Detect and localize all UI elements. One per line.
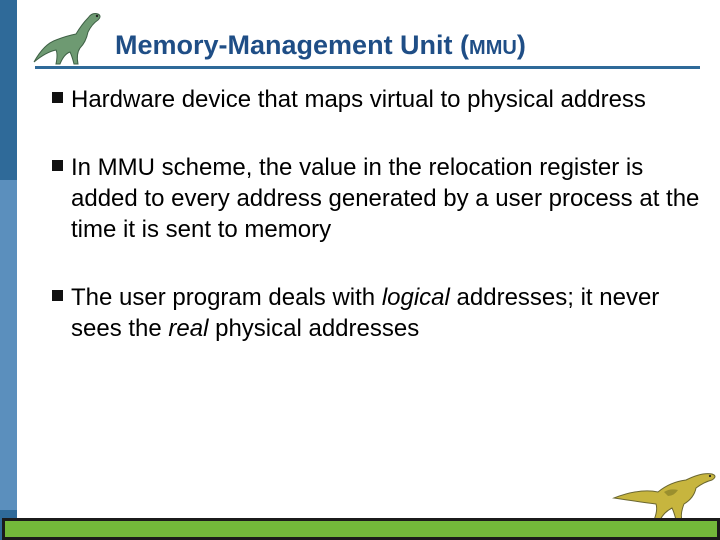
bullet-text <box>71 154 699 243</box>
bullet-list <box>52 84 702 344</box>
bullet-text <box>71 86 646 113</box>
bullet-item <box>52 84 702 115</box>
bullet-text-segment: The user program deals with <box>71 284 382 311</box>
emphasis-text: logical <box>381 284 450 311</box>
emphasis-text: real <box>168 315 209 342</box>
title-divider <box>35 66 700 69</box>
bullet-text-segment: physical addresses <box>208 315 420 342</box>
bullet-text <box>71 284 659 342</box>
bullet-item <box>52 282 702 344</box>
footer-bar <box>2 518 720 540</box>
page-title <box>115 30 526 61</box>
bullet-square-icon <box>52 290 63 301</box>
title-close: ) <box>516 30 526 60</box>
bullet-item <box>52 152 702 245</box>
bullet-text-segment: In MMU scheme, the value in the relocation register is added to every address generated by a user process at the time it is sent to memory <box>71 154 700 243</box>
dinosaur-icon <box>610 462 720 522</box>
title-main: Memory-Management Unit ( <box>115 30 470 60</box>
bullet-square-icon <box>52 92 63 103</box>
bullet-square-icon <box>52 160 63 171</box>
left-decorative-bar-lower <box>0 180 17 510</box>
bullet-text-segment: addresses; it never sees the <box>71 284 660 342</box>
dinosaur-icon <box>26 6 112 68</box>
bullet-text-segment: Hardware device that maps virtual to physical address <box>71 86 646 113</box>
title-abbreviation: MMU <box>469 37 517 59</box>
